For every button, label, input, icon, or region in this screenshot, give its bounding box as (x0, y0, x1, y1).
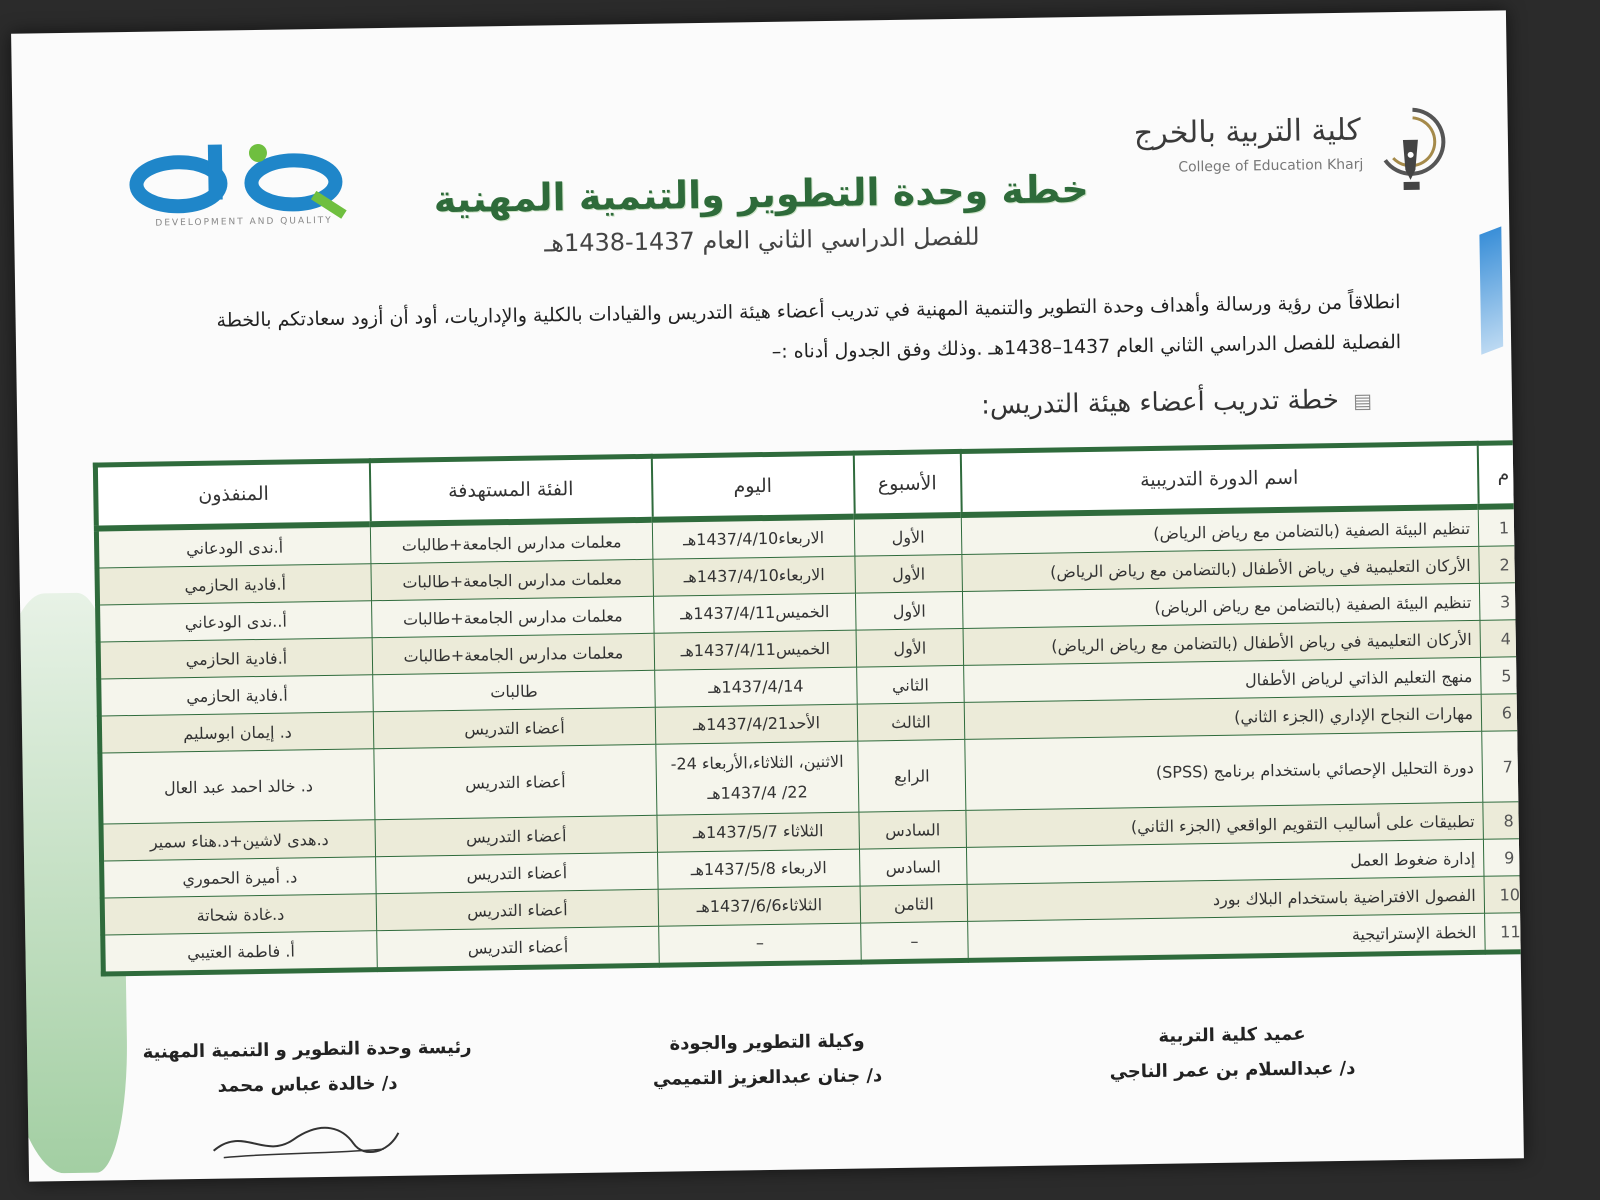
cell-course: دورة التحليل الإحصائي باستخدام برنامج (SPSS) (965, 731, 1483, 810)
svg-text:DEVELOPMENT AND QUALITY: DEVELOPMENT AND QUALITY (155, 215, 333, 229)
header-presenter: المنفذون (95, 461, 370, 529)
cell-day: 1437/4/14هـ (655, 667, 858, 707)
section-heading (981, 384, 1372, 420)
cell-week: الأول (856, 628, 964, 667)
signature-vice-dean (617, 1030, 918, 1091)
cell-course: الأركان التعليمية في رياض الأطفال (بالتضامن مع رياض الرياض) (962, 546, 1480, 591)
cell-day: الاربعاء1437/4/10هـ (652, 517, 855, 560)
cell-num: 6 (1481, 693, 1524, 731)
cell-day: الخميس1437/4/11هـ (654, 630, 857, 670)
cell-day: – (659, 923, 862, 965)
page-title: خطة وحدة التطوير والتنمية المهنية (433, 166, 1090, 222)
cell-day: الاربعاء1437/4/10هـ (653, 556, 856, 596)
cell-presenter: أ. فاطمة العتيبي (103, 931, 378, 974)
signature-name: د/ خالدة عباس محمد (217, 1072, 398, 1097)
cell-presenter: أ..ندى الودعاني (98, 601, 373, 642)
cell-day: الثلاثاء 1437/5/7هـ (657, 812, 860, 852)
cell-presenter: أ.ندى الودعاني (96, 524, 371, 568)
signature-unit-head (127, 1036, 488, 1098)
cell-target: أعضاء التدريس (376, 852, 659, 893)
cell-num: 4 (1480, 619, 1524, 657)
cell-target: أعضاء التدريس (375, 815, 658, 856)
document-page (11, 10, 1524, 1181)
cell-num: 1 (1478, 506, 1524, 546)
cell-num: 2 (1479, 545, 1524, 583)
cell-day: الاربعاء 1437/5/8هـ (658, 849, 861, 889)
cell-presenter: د. إيمان ابوسليم (99, 712, 374, 753)
cell-num: 9 (1483, 838, 1524, 876)
cell-week: السادس (859, 810, 967, 849)
cell-num: 10 (1484, 875, 1524, 913)
cell-num: 3 (1479, 582, 1524, 620)
header-num: م (1477, 443, 1524, 507)
handwritten-signature (203, 1113, 404, 1166)
cell-num: 5 (1481, 656, 1524, 694)
cell-presenter: د.غادة شحاتة (102, 894, 377, 935)
header-week: الأسبوع (853, 451, 961, 516)
cell-presenter: أ.فادية الحازمي (97, 564, 372, 605)
cell-week: الثاني (857, 665, 965, 704)
document-icon: ▤ (1352, 388, 1373, 413)
cell-course: الفصول الافتراضية باستخدام البلاك بورد (967, 876, 1485, 921)
cell-target: معلمات مدارس الجامعة+طالبات (370, 520, 653, 564)
cell-course: تطبيقات على أساليب التقويم الواقعي (الجزء الثاني) (966, 802, 1484, 847)
cell-presenter: د.هدى لاشين+د.هناء سمير (101, 820, 376, 861)
header-course: اسم الدورة التدريبية (960, 443, 1478, 515)
cell-target: أعضاء التدريس (376, 889, 659, 930)
cell-target: طالبات (373, 670, 656, 711)
signature-role: رئيسة وحدة التطوير و التنمية المهنية (142, 1036, 472, 1063)
cell-course: منهج التعليم الذاتي لرياض الأطفال (964, 657, 1482, 702)
blue-stripe-decoration (1479, 226, 1503, 354)
cell-target: معلمات مدارس الجامعة+طالبات (372, 633, 655, 674)
cell-week: – (861, 921, 969, 962)
cell-num: 7 (1482, 730, 1524, 802)
cell-presenter: د. خالد احمد عبد العال (100, 749, 375, 824)
cell-course: تنظيم البيئة الصفية (بالتضامن مع رياض الرياض) (961, 507, 1479, 555)
signature-dean (1062, 1022, 1403, 1083)
section-heading-text: خطة تدريب أعضاء هيئة التدريس: (980, 385, 1340, 421)
cell-day: الخميس1437/4/11هـ (653, 593, 856, 633)
cell-target: أعضاء التدريس (377, 926, 660, 969)
cell-week: الأول (855, 554, 963, 593)
cell-num: 11 (1485, 912, 1524, 952)
signature-name: د/ جنان عبدالعزيز التميمي (652, 1065, 883, 1090)
cell-week: السادس (859, 847, 967, 886)
intro-paragraph: انطلاقاً من رؤية ورسالة وأهداف وحدة التطوير والتنمية المهنية في تدريب أعضاء هيئة التدريس والقيادات بالكلية والإداريات، أود أن أزود سعادتكم بالخطة الفصلية للفصل الدراسي الثاني العام 1437–1438هـ .وذلك وفق الجدول أدناه :– (216, 291, 1402, 363)
cell-day: الثلاثاء1437/6/6هـ (658, 886, 861, 926)
cell-target: أعضاء التدريس (374, 744, 657, 819)
cell-week: الثالث (857, 702, 965, 741)
signature-name: د/ عبدالسلام بن عمر الناجي (1109, 1057, 1356, 1083)
cell-course: الخطة الإستراتيجية (968, 913, 1486, 960)
header-target: الفئة المستهدفة (369, 456, 652, 524)
college-name-ar: كلية التربية بالخرج (1133, 112, 1362, 152)
page-subtitle: للفصل الدراسي الثاني العام 1437-1438هـ (544, 222, 980, 258)
cell-num: 8 (1483, 801, 1524, 839)
cell-course: إدارة ضغوط العمل (966, 839, 1484, 884)
cell-day: الأحد1437/4/21هـ (655, 704, 858, 744)
cell-week: الأول (855, 591, 963, 630)
signature-role: عميد كلية التربية (1158, 1023, 1306, 1047)
training-plan-table (93, 440, 1524, 977)
college-name-en: College of Education Kharj (1178, 156, 1364, 176)
cell-week: الأول (854, 515, 962, 556)
cell-presenter: أ.فادية الحازمي (99, 675, 374, 716)
cell-course: تنظيم البيئة الصفية (بالتضامن مع رياض الرياض) (962, 583, 1480, 628)
cell-presenter: أ.فادية الحازمي (98, 638, 373, 679)
cell-target: معلمات مدارس الجامعة+طالبات (372, 596, 655, 637)
cell-course: الأركان التعليمية في رياض الأطفال (بالتضامن مع رياض الرياض) (963, 620, 1481, 665)
header-day: اليوم (651, 453, 854, 520)
cell-target: معلمات مدارس الجامعة+طالبات (371, 559, 654, 600)
cell-course: مهارات النجاح الإداري (الجزء الثاني) (964, 694, 1482, 739)
cell-target: أعضاء التدريس (373, 707, 656, 748)
cell-presenter: د. أميرة الحموري (102, 857, 377, 898)
cell-day: الاثنين، الثلاثاء،الأربعاء 24-22/ 1437/4هـ (656, 741, 859, 815)
cell-week: الرابع (858, 739, 966, 812)
cell-week: الثامن (860, 884, 968, 923)
signature-role: وكيلة التطوير والجودة (669, 1030, 865, 1055)
